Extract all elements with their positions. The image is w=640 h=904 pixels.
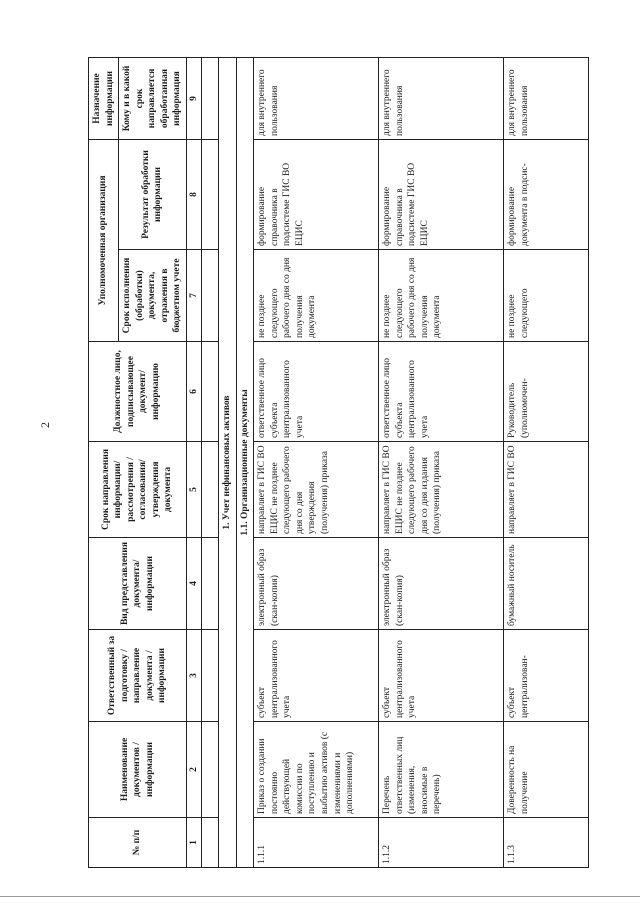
spacer-row bbox=[202, 58, 219, 868]
cell-deadline: направляет в ГИС ВО bbox=[504, 442, 589, 538]
col-group-org: Уполномоченная организация bbox=[89, 140, 119, 342]
cell-signer: ответственное лицо субъекта централизованного учета bbox=[254, 342, 379, 442]
section-title: 1. Учет нефинансовых активов bbox=[219, 58, 237, 868]
cell-form: бумажный носитель bbox=[504, 538, 589, 630]
cell-signer: Руководитель (уполномочен- bbox=[504, 342, 589, 442]
cell-name: Доверенность на получение bbox=[504, 722, 589, 818]
subsection-title: 1.1. Организационные документы bbox=[236, 58, 254, 868]
page-bottom-divider bbox=[0, 896, 640, 897]
table-row bbox=[504, 58, 589, 868]
column-numbers-row bbox=[186, 58, 202, 868]
col-header-number: № п/п bbox=[89, 818, 187, 868]
col-number: 8 bbox=[186, 140, 202, 250]
col-number: 1 bbox=[186, 818, 202, 868]
col-number: 3 bbox=[186, 630, 202, 722]
table-row bbox=[254, 58, 379, 868]
cell-processing: не позднее следующего bbox=[504, 250, 589, 342]
cell-result: формирование документа в подсис- bbox=[504, 140, 589, 250]
col-number: 5 bbox=[186, 442, 202, 538]
cell-num: 1.1.2 bbox=[379, 818, 504, 868]
cell-responsible: субъект централизованного учета bbox=[379, 630, 504, 722]
cell-responsible: субъект централизованного учета bbox=[254, 630, 379, 722]
document-table bbox=[88, 57, 589, 868]
cell-processing: не позднее следующего рабочего дня со дня получения документа bbox=[254, 250, 379, 342]
col-header-recipient: Кому и в какой срок направляется обработанная информация bbox=[119, 58, 187, 140]
col-number: 2 bbox=[186, 722, 202, 818]
cell-result: формирование справочника в подсистеме ГИС ВО ЕЦИС bbox=[379, 140, 504, 250]
cell-deadline: направляет в ГИС ВО ЕЦИС не позднее следующего рабочего дня со дня утверждения (получения) приказа bbox=[254, 442, 379, 538]
cell-deadline: направляет в ГИС ВО ЕЦИС не позднее следующего рабочего дня со дня издания (получения) приказа bbox=[379, 442, 504, 538]
col-number: 7 bbox=[186, 250, 202, 342]
cell-name: Перечень ответственных лиц (изменения, вносимые в перечень) bbox=[379, 722, 504, 818]
col-number: 6 bbox=[186, 342, 202, 442]
col-header-responsible: Ответственный за подготовку / направление документа / информации bbox=[89, 630, 187, 722]
cell-num: 1.1.1 bbox=[254, 818, 379, 868]
col-number: 9 bbox=[186, 58, 202, 140]
subsection-row bbox=[236, 58, 254, 868]
table-header-row bbox=[89, 58, 119, 868]
cell-result: формирование справочника в подсистеме ГИС ВО ЕЦИС bbox=[254, 140, 379, 250]
cell-processing: не позднее следующего рабочего дня со дня получения документа bbox=[379, 250, 504, 342]
col-header-result: Результат обработки информации bbox=[119, 140, 187, 250]
col-header-signer: Должностное лицо, подписывающее документ/ информацию bbox=[89, 342, 187, 442]
cell-purpose: для внутреннего пользования bbox=[254, 58, 379, 140]
col-header-form: Вид представления документа/ информации bbox=[89, 538, 187, 630]
col-number: 4 bbox=[186, 538, 202, 630]
col-header-name: Наименование документов / информации bbox=[89, 722, 187, 818]
cell-form: электронный образ (скан-копия) bbox=[254, 538, 379, 630]
rotated-page-content bbox=[88, 58, 608, 868]
table-row bbox=[379, 58, 504, 868]
cell-responsible: субъект централизован- bbox=[504, 630, 589, 722]
cell-form: электронный образ (скан-копия) bbox=[379, 538, 504, 630]
cell-purpose: для внутреннего пользования bbox=[504, 58, 589, 140]
col-header-deadline: Срок направления информации/ рассмотрения / согласования/ утверждения документа bbox=[89, 442, 187, 538]
cell-signer: ответственное лицо субъекта централизованного учета bbox=[379, 342, 504, 442]
cell-purpose: для внутреннего пользования bbox=[379, 58, 504, 140]
page-number: 2 bbox=[38, 422, 52, 428]
col-group-purpose: Назначение информации bbox=[89, 58, 119, 140]
section-row bbox=[219, 58, 237, 868]
cell-name: Приказ о создании постоянно действующей комиссии по поступлению и выбытию активов (с изменениями и дополнениями) bbox=[254, 722, 379, 818]
col-header-processing: Срок исполнения (обработки) документа, отражения в бюджетном учете bbox=[119, 250, 187, 342]
cell-num: 1.1.3 bbox=[504, 818, 589, 868]
